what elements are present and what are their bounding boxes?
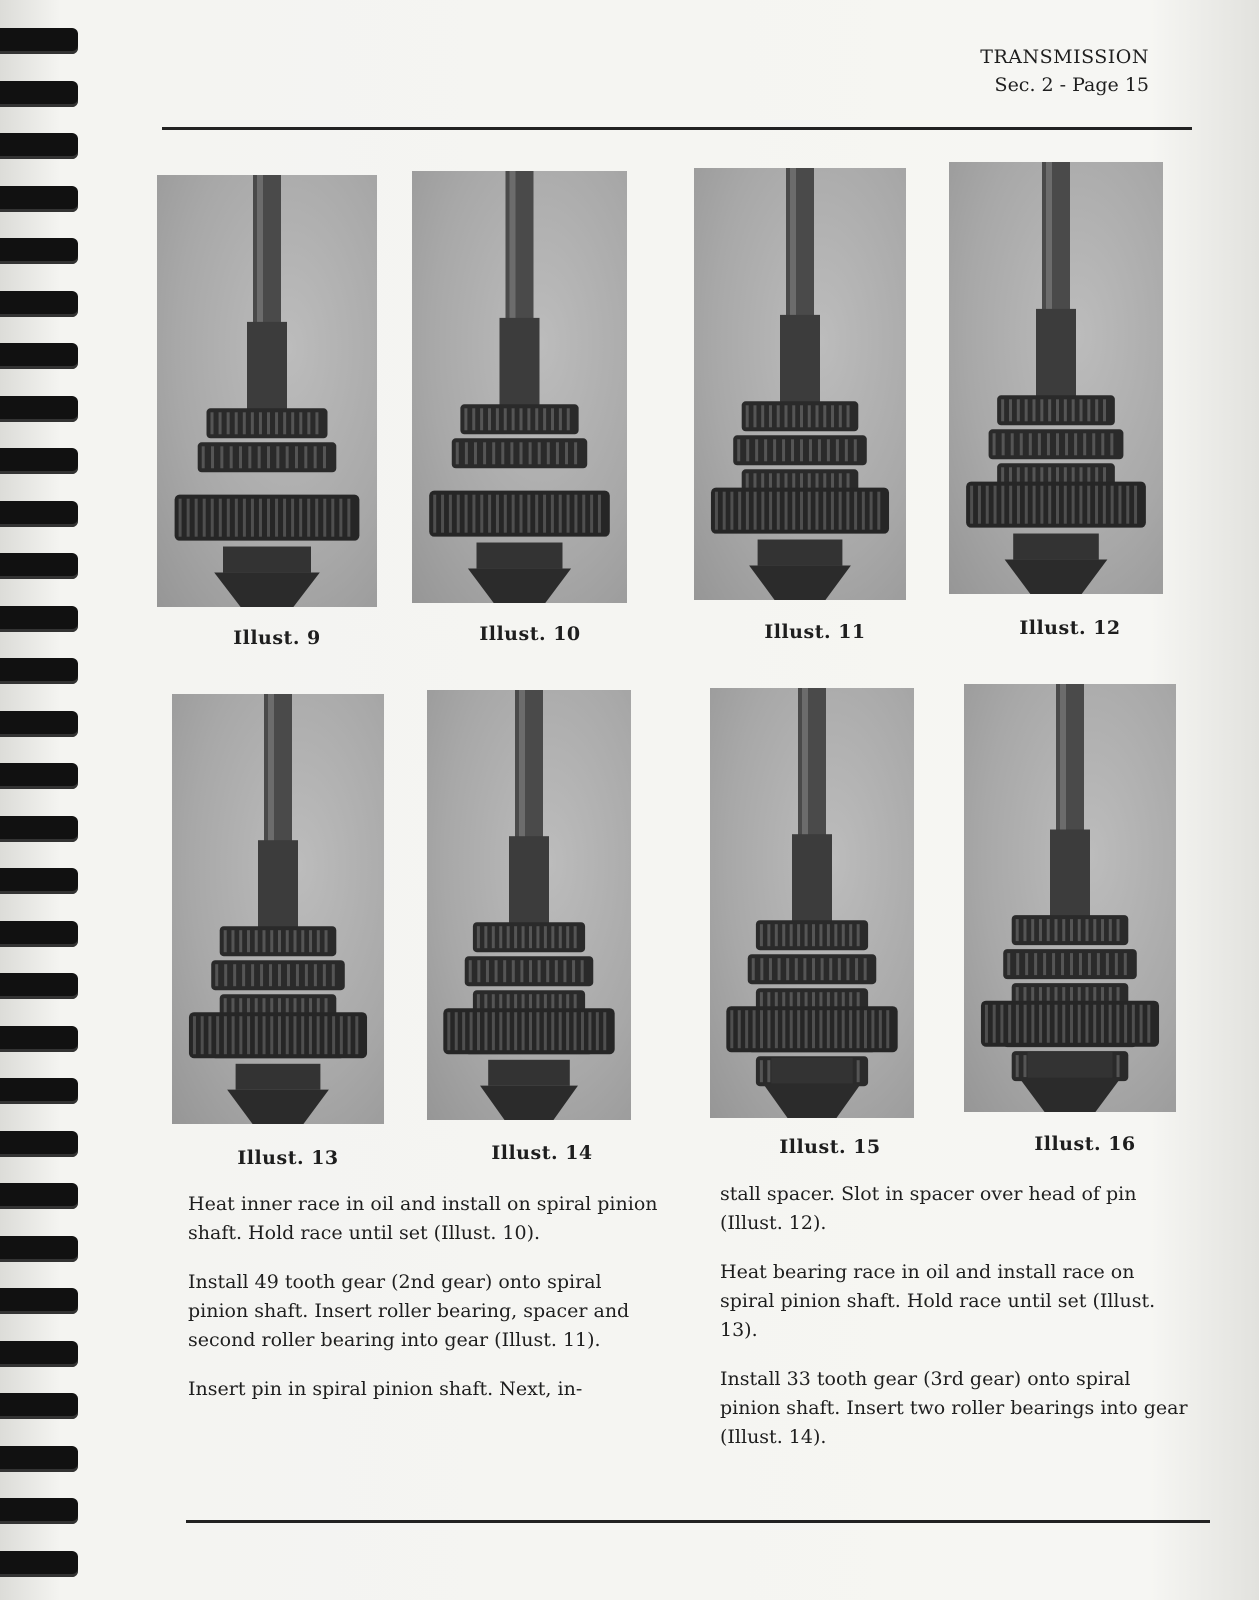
- page-number: Sec. 2 - Page 15: [994, 74, 1149, 96]
- binding-ring: [0, 186, 78, 212]
- illustration-15-caption: Illust. 15: [779, 1136, 881, 1158]
- gear-shaft-image: [172, 694, 384, 1124]
- gear-shaft-image: [157, 175, 377, 607]
- illustration-11-photo: [694, 168, 906, 600]
- gear-shaft-image: [710, 688, 914, 1118]
- binding-ring: [0, 606, 78, 632]
- binding-ring: [0, 1498, 78, 1524]
- section-title: TRANSMISSION: [980, 46, 1149, 68]
- gear-shaft-image: [964, 684, 1176, 1112]
- illustration-14-photo: [427, 690, 631, 1120]
- binding-ring: [0, 1078, 78, 1104]
- illustration-13-caption: Illust. 13: [237, 1147, 339, 1169]
- binding-ring: [0, 658, 78, 684]
- spiral-binding: [0, 0, 90, 1600]
- binding-ring: [0, 1551, 78, 1577]
- paragraph-insert-pin: Insert pin in spiral pinion shaft. Next, in-: [188, 1378, 583, 1400]
- illustration-12-caption: Illust. 12: [1019, 617, 1121, 639]
- binding-ring: [0, 291, 78, 317]
- left-column-text: [188, 1190, 658, 1424]
- top-divider: [162, 127, 1192, 130]
- paragraph-install-spacer: stall spacer. Slot in spacer over head of pin (Illust. 12).: [720, 1183, 1137, 1234]
- binding-ring: [0, 238, 78, 264]
- paragraph-install-49-tooth-gear: Install 49 tooth gear (2nd gear) onto spiral pinion shaft. Insert roller bearing, spacer and second roller bearing into gear (Illust. 11).: [188, 1271, 630, 1351]
- binding-ring: [0, 711, 78, 737]
- binding-ring: [0, 28, 78, 54]
- binding-ring: [0, 396, 78, 422]
- binding-ring: [0, 763, 78, 789]
- binding-ring: [0, 1341, 78, 1367]
- binding-ring: [0, 973, 78, 999]
- illustration-14-caption: Illust. 14: [491, 1142, 593, 1164]
- bottom-divider: [186, 1520, 1210, 1523]
- paragraph-heat-inner-race: Heat inner race in oil and install on spiral pinion shaft. Hold race until set (Illust. 10).: [188, 1193, 658, 1244]
- paragraph-install-33-tooth-gear: Install 33 tooth gear (3rd gear) onto spiral pinion shaft. Insert two roller bearings into gear (Illust. 14).: [720, 1368, 1188, 1448]
- binding-ring: [0, 921, 78, 947]
- binding-ring: [0, 1236, 78, 1262]
- binding-ring: [0, 501, 78, 527]
- binding-ring: [0, 133, 78, 159]
- binding-ring: [0, 553, 78, 579]
- illustration-10-caption: Illust. 10: [479, 623, 581, 645]
- binding-ring: [0, 1288, 78, 1314]
- gear-shaft-image: [694, 168, 906, 600]
- illustration-9-photo: [157, 175, 377, 607]
- illustration-11-caption: Illust. 11: [764, 621, 866, 643]
- binding-ring: [0, 1026, 78, 1052]
- binding-ring: [0, 816, 78, 842]
- gear-shaft-image: [949, 162, 1163, 594]
- illustration-15-photo: [710, 688, 914, 1118]
- illustration-16-caption: Illust. 16: [1034, 1133, 1136, 1155]
- paragraph-heat-bearing-race: Heat bearing race in oil and install race on spiral pinion shaft. Hold race until set (Illust. 13).: [720, 1261, 1156, 1341]
- binding-ring: [0, 1393, 78, 1419]
- illustration-12-photo: [949, 162, 1163, 594]
- binding-ring: [0, 448, 78, 474]
- illustration-16-photo: [964, 684, 1176, 1112]
- binding-ring: [0, 1131, 78, 1157]
- gear-shaft-image: [427, 690, 631, 1120]
- illustration-13-photo: [172, 694, 384, 1124]
- illustration-10-photo: [412, 171, 627, 603]
- binding-ring: [0, 1183, 78, 1209]
- binding-ring: [0, 81, 78, 107]
- right-column-text: [720, 1180, 1190, 1472]
- illustration-9-caption: Illust. 9: [233, 627, 321, 649]
- binding-ring: [0, 343, 78, 369]
- gear-shaft-image: [412, 171, 627, 603]
- binding-ring: [0, 868, 78, 894]
- binding-ring: [0, 1446, 78, 1472]
